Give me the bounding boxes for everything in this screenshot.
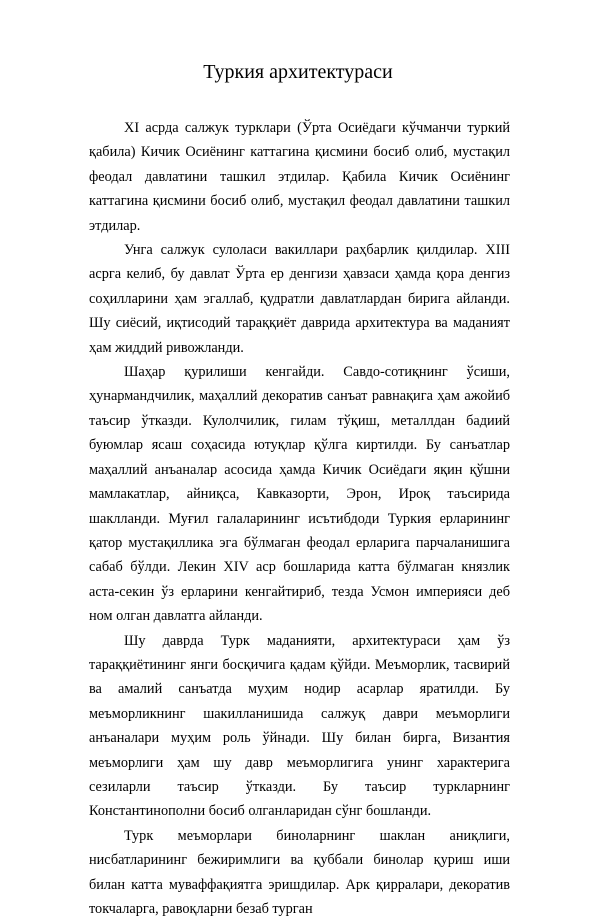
paragraph-5: Турк меъморлари биноларнинг шаклан аниқлиги, нисбатларининг бежиримлиги ва қуббали бинолар қуриш иши билан катта муваффақиятга эришдилар. Арк қирралари, декоратив токчаларга, равоқларни безаб турган bbox=[89, 827, 510, 917]
page-title: Туркия архитектураси bbox=[203, 61, 393, 83]
paragraph-2: Унга салжук сулоласи вакиллари раҳбарлик қилдилар. XIII асрга келиб, бу давлат Ўрта ер денгизи ҳавзаси ҳамда қора денгиз соҳилларини ҳам эгаллаб, қудратли давлатлардан бирига айланди. Шу сиёсий, иқтисодий тараққиёт даврида архитектура ва маданият ҳам жиддий ривожланди. bbox=[89, 242, 510, 356]
paragraph-4: Шу даврда Турк маданияти, архитектураси ҳам ўз тараққиётининг янги босқичига қадам қўйди. Меъморлик, тасвирий ва амалий санъатда муҳим нодир асарлар яратилди. Бу меъморликнинг шакилланишида салжуқ даври меъморлиги анъаналари муҳим роль ўйнади. Шу билан бирга, Византия меъморлиги ҳам шу давр меъморлигига унинг характерига сезиларли таъсир ўтказди. Бу таъсир туркларнинг Константинополни босиб олганларидан сўнг бошланди. bbox=[89, 632, 510, 820]
paragraph-1: XI асрда салжук турклари (Ўрта Осиёдаги кўчманчи туркий қабила) Кичик Осиёнинг каттагина қисмини босиб олиб, мустақил феодал давлатини ташкил этдилар. Қабила Кичик Осиёнинг каттагина қисмини босиб олиб, мустақил феодал давлатини ташкил этдилар. bbox=[89, 120, 510, 234]
paragraph-3: Шаҳар қурилиши кенгайди. Савдо-сотиқнинг ўсиши, ҳунармандчилик, маҳаллий декоратив санъат равнақига ҳам ажойиб таъсир ўтказди. Кулолчилик, гилам тўқиш, металлдан бадиий буюмлар ясаш соҳасида ютуқлар қўлга киртилди. Бу санъатлар маҳаллий анъаналар асосида ҳамда Кичик Осиёдаги яқин қўшни мамлакатлар, айниқса, Кавказорти, Эрон, Ироқ таъсирида шаклланди. Муғил галаларининг исътибдоди Туркия ерларининг қатор мустақиллика эга бўлмаган феодал ерларига парчаланишига сабаб бўлди. Лекин XIV аср бошларида катта бўлмаган князлик аста-секин ўз ерларини кенгайтириб, тезда Усмон империяси деб ном олган давлатга айланди. bbox=[89, 364, 510, 625]
document-body bbox=[89, 116, 510, 921]
